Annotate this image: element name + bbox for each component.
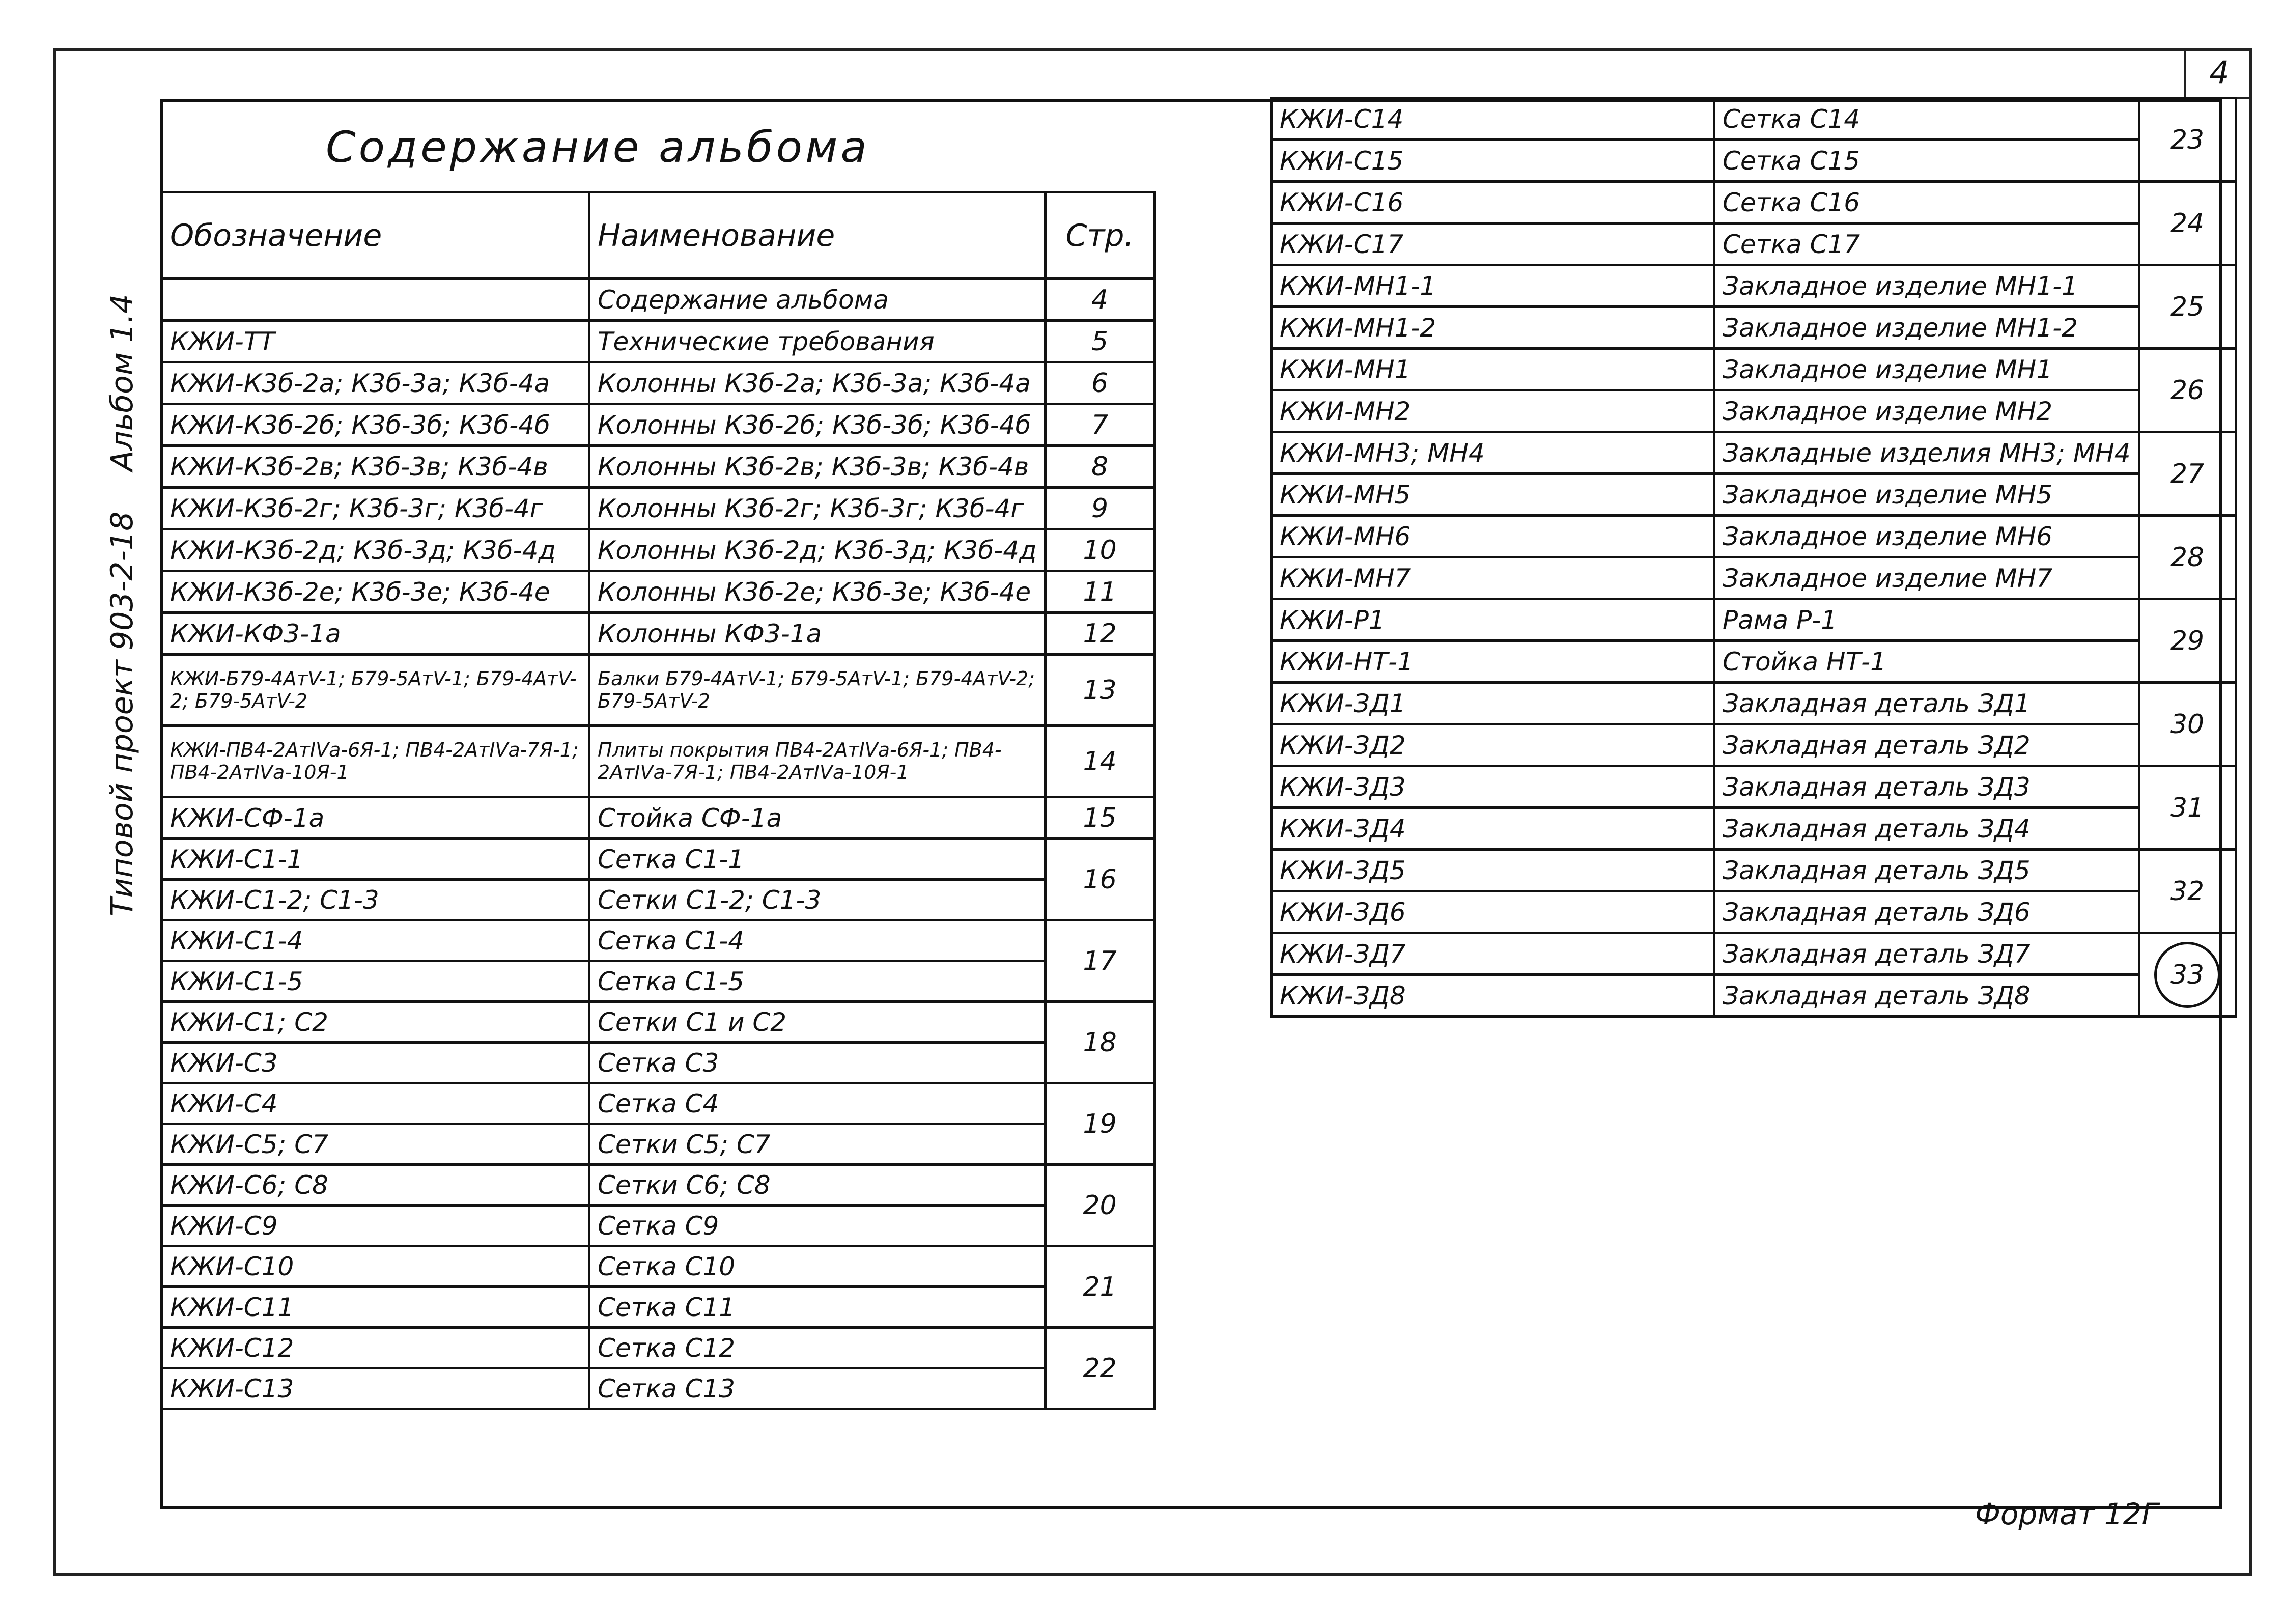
table-row (1272, 516, 2236, 557)
table-row (1272, 98, 2236, 140)
table-row (1272, 975, 2236, 1017)
table-row (1272, 432, 2236, 474)
row-designation: КЖИ-С15 (1272, 140, 1714, 182)
row-name: Закладная деталь ЗД2 (1714, 724, 2139, 766)
row-designation: КЖИ-КФ3-1а (162, 613, 589, 655)
row-designation: КЖИ-С1; С2 (162, 1002, 589, 1043)
table-row (162, 961, 1155, 1002)
row-designation: КЖИ-С1-1 (162, 839, 589, 880)
row-page: 22 (1045, 1328, 1154, 1409)
header-name: Наименование (589, 192, 1046, 279)
row-designation: КЖИ-ЗД5 (1272, 850, 1714, 891)
row-name: Сетка С15 (1714, 140, 2139, 182)
table-row (162, 839, 1155, 880)
row-designation: КЖИ-НТ-1 (1272, 641, 1714, 683)
sidebar-album: Альбом 1.4 (104, 294, 140, 471)
row-name: Колонны К3б-2д; К3б-3д; К3б-4д (589, 529, 1046, 571)
row-name: Закладная деталь ЗД3 (1714, 766, 2139, 808)
row-designation: КЖИ-ЗД7 (1272, 933, 1714, 975)
row-name: Сетка С17 (1714, 223, 2139, 265)
row-designation: КЖИ-К3б-2в; К3б-3в; К3б-4в (162, 446, 589, 488)
row-name: Сетка С12 (589, 1328, 1046, 1368)
table-row (162, 279, 1155, 321)
row-designation: КЖИ-С17 (1272, 223, 1714, 265)
page-circle: 33 (2154, 942, 2220, 1008)
row-designation: КЖИ-МН7 (1272, 557, 1714, 599)
row-page: 28 (2139, 516, 2236, 599)
row-designation: КЖИ-С14 (1272, 98, 1714, 140)
row-name: Закладная деталь ЗД5 (1714, 850, 2139, 891)
table-row (162, 726, 1155, 797)
table-row (1272, 933, 2236, 975)
table-row (162, 1043, 1155, 1083)
table-row (162, 1206, 1155, 1246)
row-name: Сетка С11 (589, 1287, 1046, 1328)
row-name: Закладное изделие МН7 (1714, 557, 2139, 599)
sheet-number: 4 (2184, 48, 2252, 99)
row-name: Закладное изделие МН2 (1714, 390, 2139, 432)
row-page: 4 (1045, 279, 1154, 321)
row-designation: КЖИ-ЗД1 (1272, 683, 1714, 724)
row-designation: КЖИ-Б79-4АтV-1; Б79-5АтV-1; Б79-4АтV-2; Б79-5АтV-2 (162, 655, 589, 726)
row-name: Закладное изделие МН1-1 (1714, 265, 2139, 307)
row-name: Закладная деталь ЗД7 (1714, 933, 2139, 975)
table-row (1272, 808, 2236, 850)
row-page: 21 (1045, 1246, 1154, 1328)
row-name: Стойка НТ-1 (1714, 641, 2139, 683)
row-page: 19 (1045, 1083, 1154, 1165)
row-name: Сетки С1-2; С1-3 (589, 880, 1046, 920)
row-name: Колонны КФ3-1а (589, 613, 1046, 655)
contents-table-left (160, 191, 1156, 1410)
table-row (1272, 641, 2236, 683)
row-designation: КЖИ-МН1 (1272, 349, 1714, 390)
table-row (162, 404, 1155, 446)
row-designation: КЖИ-ЗД3 (1272, 766, 1714, 808)
row-name: Колонны К3б-2е; К3б-3е; К3б-4е (589, 571, 1046, 613)
row-page: 15 (1045, 797, 1154, 839)
row-name: Рама Р-1 (1714, 599, 2139, 641)
row-name: Закладная деталь ЗД6 (1714, 891, 2139, 933)
row-name: Закладная деталь ЗД8 (1714, 975, 2139, 1017)
row-designation: КЖИ-СФ-1а (162, 797, 589, 839)
header-designation: Обозначение (162, 192, 589, 279)
table-row (162, 1083, 1155, 1124)
row-page: 18 (1045, 1002, 1154, 1083)
row-name: Сетка С14 (1714, 98, 2139, 140)
row-designation: КЖИ-С1-5 (162, 961, 589, 1002)
table-row (162, 446, 1155, 488)
row-name: Сетка С10 (589, 1246, 1046, 1287)
table-row (1272, 265, 2236, 307)
row-name: Колонны К3б-2а; К3б-3а; К3б-4а (589, 362, 1046, 404)
row-designation: КЖИ-ЗД4 (1272, 808, 1714, 850)
table-row (1272, 182, 2236, 223)
table-row (162, 655, 1155, 726)
table-row (162, 1002, 1155, 1043)
row-designation: КЖИ-ЗД2 (1272, 724, 1714, 766)
row-name: Сетки С6; С8 (589, 1165, 1046, 1206)
row-name: Колонны К3б-2б; К3б-3б; К3б-4б (589, 404, 1046, 446)
table-row (162, 321, 1155, 362)
row-designation: КЖИ-С4 (162, 1083, 589, 1124)
row-name: Сетка С4 (589, 1083, 1046, 1124)
row-designation: КЖИ-ТТ (162, 321, 589, 362)
row-designation: КЖИ-С10 (162, 1246, 589, 1287)
row-page: 9 (1045, 488, 1154, 529)
row-designation: КЖИ-ЗД6 (1272, 891, 1714, 933)
table-row (1272, 349, 2236, 390)
row-page: 6 (1045, 362, 1154, 404)
row-designation: КЖИ-С13 (162, 1368, 589, 1409)
row-page: 7 (1045, 404, 1154, 446)
row-name: Плиты покрытия ПВ4-2АтIVа-6Я-1; ПВ4-2АтIVа-7Я-1; ПВ4-2АтIVа-10Я-1 (589, 726, 1046, 797)
row-name: Закладное изделие МН6 (1714, 516, 2139, 557)
row-designation: КЖИ-С16 (1272, 182, 1714, 223)
row-designation: КЖИ-МН1-2 (1272, 307, 1714, 349)
row-name: Закладные изделия МН3; МН4 (1714, 432, 2139, 474)
row-page: 13 (1045, 655, 1154, 726)
row-designation: КЖИ-МН6 (1272, 516, 1714, 557)
left-table-body (162, 279, 1155, 1409)
row-designation: КЖИ-К3б-2г; К3б-3г; К3б-4г (162, 488, 589, 529)
table-row (1272, 140, 2236, 182)
row-name: Сетка С1-1 (589, 839, 1046, 880)
row-page: 20 (1045, 1165, 1154, 1246)
row-page: 23 (2139, 98, 2236, 182)
row-name: Закладное изделие МН1-2 (1714, 307, 2139, 349)
table-row (162, 920, 1155, 961)
table-row (1272, 683, 2236, 724)
row-page: 26 (2139, 349, 2236, 432)
row-designation: КЖИ-Р1 (1272, 599, 1714, 641)
table-row (162, 1368, 1155, 1409)
row-page: 25 (2139, 265, 2236, 349)
table-row (1272, 850, 2236, 891)
table-row (162, 613, 1155, 655)
row-designation: КЖИ-С5; С7 (162, 1124, 589, 1165)
row-name: Сетка С1-5 (589, 961, 1046, 1002)
table-row (1272, 474, 2236, 516)
table-row (1272, 390, 2236, 432)
table-row (162, 571, 1155, 613)
row-designation: КЖИ-МН5 (1272, 474, 1714, 516)
row-designation: КЖИ-К3б-2д; К3б-3д; К3б-4д (162, 529, 589, 571)
row-name: Закладное изделие МН1 (1714, 349, 2139, 390)
row-designation: КЖИ-МН1-1 (1272, 265, 1714, 307)
table-row (1272, 724, 2236, 766)
row-page: 5 (1045, 321, 1154, 362)
row-page: 30 (2139, 683, 2236, 766)
table-row (1272, 766, 2236, 808)
format-label: Формат 12Г (1975, 1497, 2158, 1531)
row-page: 12 (1045, 613, 1154, 655)
row-name: Колонны К3б-2в; К3б-3в; К3б-4в (589, 446, 1046, 488)
row-designation: КЖИ-ПВ4-2АтIVа-6Я-1; ПВ4-2АтIVа-7Я-1; ПВ4-2АтIVа-10Я-1 (162, 726, 589, 797)
row-designation: КЖИ-С11 (162, 1287, 589, 1328)
row-name: Сетка С13 (589, 1368, 1046, 1409)
row-name: Сетка С9 (589, 1206, 1046, 1246)
row-designation: КЖИ-ЗД8 (1272, 975, 1714, 1017)
table-row (1272, 599, 2236, 641)
row-designation: КЖИ-С6; С8 (162, 1165, 589, 1206)
right-table-body (1272, 98, 2236, 1017)
table-row (162, 1246, 1155, 1287)
row-name: Сетка С16 (1714, 182, 2139, 223)
table-row (1272, 891, 2236, 933)
row-name: Сетки С1 и С2 (589, 1002, 1046, 1043)
row-designation: КЖИ-С9 (162, 1206, 589, 1246)
row-designation: КЖИ-С12 (162, 1328, 589, 1368)
row-page: 31 (2139, 766, 2236, 850)
table-row (1272, 223, 2236, 265)
row-name: Закладная деталь ЗД4 (1714, 808, 2139, 850)
row-page: 29 (2139, 599, 2236, 683)
row-name: Технические требования (589, 321, 1046, 362)
row-designation: КЖИ-К3б-2а; К3б-3а; К3б-4а (162, 362, 589, 404)
table-row (162, 1124, 1155, 1165)
row-designation: КЖИ-С3 (162, 1043, 589, 1083)
row-page: 11 (1045, 571, 1154, 613)
row-page: 27 (2139, 432, 2236, 516)
row-page: 17 (1045, 920, 1154, 1002)
row-name: Закладная деталь ЗД1 (1714, 683, 2139, 724)
row-name: Колонны К3б-2г; К3б-3г; К3б-4г (589, 488, 1046, 529)
row-page: 14 (1045, 726, 1154, 797)
table-row (162, 529, 1155, 571)
row-designation: КЖИ-К3б-2е; К3б-3е; К3б-4е (162, 571, 589, 613)
sidebar-project: Типовой проект 903-2-18 (104, 511, 140, 916)
table-row (162, 362, 1155, 404)
table-row (162, 488, 1155, 529)
row-name: Закладное изделие МН5 (1714, 474, 2139, 516)
row-page: 24 (2139, 182, 2236, 265)
table-row (162, 797, 1155, 839)
row-designation: КЖИ-МН2 (1272, 390, 1714, 432)
row-name: Сетки С5; С7 (589, 1124, 1046, 1165)
row-designation: КЖИ-МН3; МН4 (1272, 432, 1714, 474)
table-row (162, 880, 1155, 920)
sidebar-caption (104, 263, 140, 916)
row-designation: КЖИ-С1-2; С1-3 (162, 880, 589, 920)
row-name: Содержание альбома (589, 279, 1046, 321)
row-page: 32 (2139, 850, 2236, 933)
table-row (162, 1165, 1155, 1206)
row-name: Сетка С1-4 (589, 920, 1046, 961)
table-row (162, 1287, 1155, 1328)
table-row (1272, 307, 2236, 349)
row-page (2139, 933, 2236, 1017)
table-row (162, 1328, 1155, 1368)
row-name: Сетка С3 (589, 1043, 1046, 1083)
row-page: 10 (1045, 529, 1154, 571)
row-name: Балки Б79-4АтV-1; Б79-5АтV-1; Б79-4АтV-2; Б79-5АтV-2 (589, 655, 1046, 726)
row-designation: КЖИ-К3б-2б; К3б-3б; К3б-4б (162, 404, 589, 446)
row-name: Стойка СФ-1а (589, 797, 1046, 839)
row-designation: КЖИ-С1-4 (162, 920, 589, 961)
header-page: Стр. (1045, 192, 1154, 279)
contents-table-right (1270, 97, 2237, 1018)
table-row (1272, 557, 2236, 599)
row-page: 16 (1045, 839, 1154, 920)
page-title: Содержание альбома (326, 122, 870, 172)
row-page: 8 (1045, 446, 1154, 488)
row-designation (162, 279, 589, 321)
